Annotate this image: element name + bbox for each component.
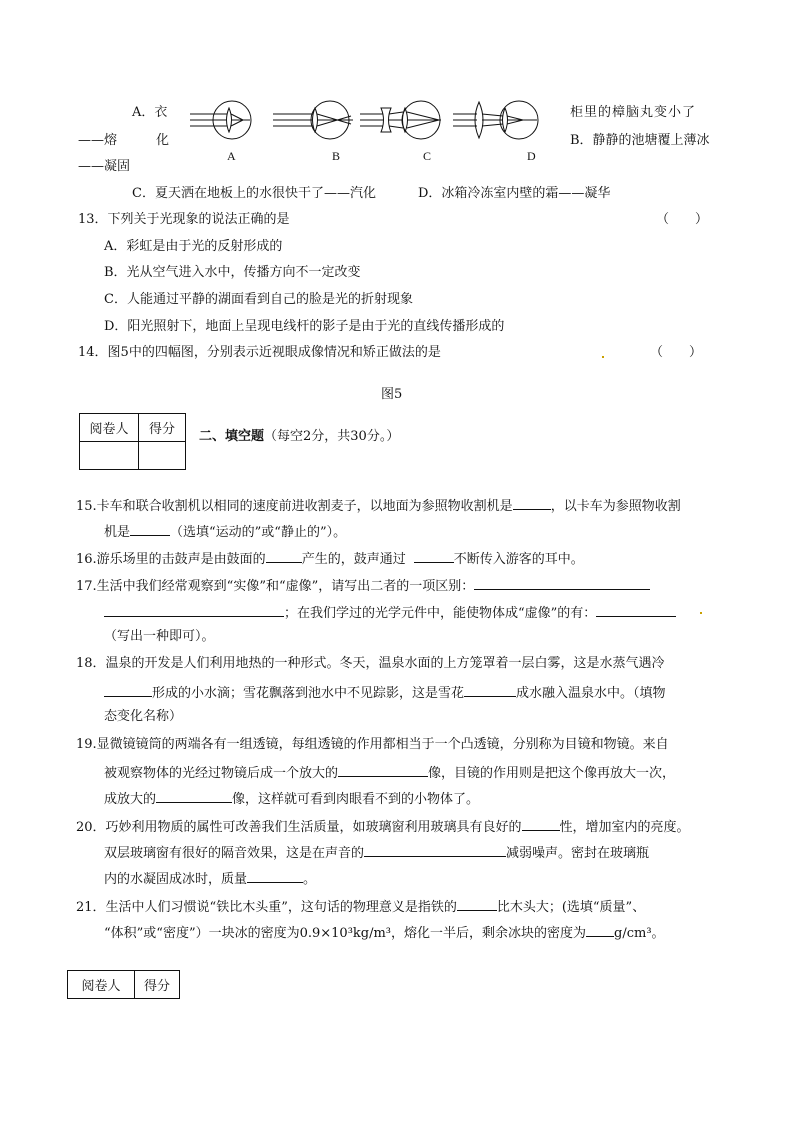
- q18-line-1: 18．温泉的开发是人们利用地热的一种形式。冬天，温泉水面的上方笼罩着一层白雾，这是水蒸气遇冷: [76, 656, 665, 671]
- q15-text-b: ，以卡车为参照物收割: [550, 499, 681, 514]
- q21-text-b: 比木头大；(选填“质量”、: [496, 900, 646, 915]
- score-cell[interactable]: [139, 442, 186, 470]
- q21-line-1: [76, 898, 645, 914]
- q15-text-a: 15.卡车和联合收割机以相同的速度前进收割麦子，以地面为参照物收割机是: [76, 499, 513, 514]
- q19-text-b: 像，目镜的作用则是把这个像再放大一次，: [428, 766, 676, 781]
- q19-text-d: 像，这样就可看到肉眼看不到的小物体了。: [232, 792, 480, 807]
- eye-diagram-figure: [185, 96, 565, 168]
- q15-text-c: 机是: [104, 525, 131, 540]
- eye-b-figure: [273, 101, 353, 139]
- q15-line-2: [104, 523, 346, 539]
- q12-option-a-continued: ——熔 化: [78, 133, 170, 148]
- q13-stem: 13．下列关于光现象的说法正确的是: [78, 212, 290, 227]
- q16-blank-1[interactable]: [266, 550, 302, 563]
- eye-label-b: B: [332, 149, 341, 163]
- q12-option-b: B．静静的池塘覆上薄冰: [570, 133, 710, 148]
- eye-label-d: D: [527, 149, 536, 163]
- reviewer-label-2: 阅卷人: [68, 971, 135, 999]
- q17-line-1: [76, 577, 650, 593]
- q18-text-a: 形成的小水滴；雪花飘落到池水中不见踪影，这是雪花: [152, 686, 465, 701]
- score-box-2: [67, 970, 180, 999]
- q17-text-b: ；在我们学过的光学元件中，能使物体成“虚像”的有：: [284, 606, 597, 621]
- stray-dot-2: [700, 612, 702, 614]
- q19-line-1: 19.显微镜镜筒的两端各有一组透镜，每组透镜的作用都相当于一个凸透镜，分别称为目镜和物镜。来自: [76, 737, 669, 752]
- q21-text-c: “体积”或“密度”）一块冰的密度为0.9×10³kg/m³，熔化一半后，剩余冰块的密度为: [104, 926, 587, 941]
- q16-text-b: 产生的，鼓声通过: [301, 552, 406, 567]
- q16-line: [76, 550, 584, 566]
- q12-option-d: D．冰箱冷冻室内壁的霜——凝华: [418, 186, 611, 201]
- eye-c-figure: [360, 101, 441, 139]
- q12-option-a-suffix: 柜里的樟脑丸变小了: [570, 105, 697, 120]
- q21-text-a: 21．生活中人们习惯说“铁比木头重”，这句话的物理意义是指铁的: [76, 900, 457, 915]
- eye-d-figure: [453, 101, 538, 139]
- q14-answer-paren: （ ）: [650, 345, 703, 360]
- figure-caption: 图5: [381, 387, 403, 402]
- score-label: 得分: [139, 414, 186, 442]
- q13-option-a: A．彩虹是由于光的反射形成的: [104, 239, 283, 254]
- q16-text-c: 不断传入游客的耳中。: [453, 552, 584, 567]
- q18-line-3: 态变化名称）: [104, 709, 183, 724]
- q12-option-c: C．夏天洒在地板上的水很快干了——汽化: [132, 186, 376, 201]
- q16-text-a: 16.游乐场里的击鼓声是由鼓面的: [76, 552, 266, 567]
- q12-option-a-prefix: A．衣: [132, 105, 168, 120]
- q15-line-1: [76, 497, 681, 513]
- q13-option-d: D．阳光照射下，地面上呈现电线杆的影子是由于光的直线传播形成的: [104, 319, 505, 334]
- reviewer-cell[interactable]: [80, 442, 139, 470]
- q17-line-2: [104, 604, 676, 620]
- q19-line-2: [104, 764, 675, 780]
- q20-blank-3[interactable]: [247, 870, 303, 883]
- q15-blank-1[interactable]: [513, 497, 551, 510]
- q17-text-c: （写出一种即可）。: [104, 629, 215, 644]
- q13-answer-paren: （ ）: [656, 212, 709, 227]
- score-box: [79, 413, 186, 470]
- q17-text-a: 17.生活中我们经常观察到“实像”和“虚像”，请写出二者的一项区别：: [76, 579, 475, 594]
- q19-text-c: 成放大的: [104, 792, 157, 807]
- section-note: （每空2分，共30分。）: [264, 429, 400, 444]
- q18-text-b: 成水融入温泉水中。（填物: [516, 686, 666, 701]
- q18-line-2: [104, 684, 666, 700]
- q21-blank-1[interactable]: [457, 898, 497, 911]
- q21-line-2: [104, 924, 665, 940]
- section-heading: [199, 430, 399, 443]
- q13-option-b: B．光从空气进入水中，传播方向不一定改变: [104, 265, 361, 280]
- q20-blank-2[interactable]: [364, 844, 506, 857]
- q19-text-a: 被观察物体的光经过物镜后成一个放大的: [104, 766, 339, 781]
- section-title: 二、填空题: [199, 429, 265, 444]
- q18-blank-2[interactable]: [464, 684, 516, 697]
- score-label-2: 得分: [135, 971, 180, 999]
- q20-text-e: 内的水凝固成冰时，质量: [104, 872, 248, 887]
- q17-blank-1-continued[interactable]: [104, 604, 284, 617]
- eye-a-figure: [190, 101, 251, 139]
- q17-blank-1[interactable]: [474, 577, 650, 590]
- q20-blank-1[interactable]: [522, 818, 560, 831]
- eye-label-a: A: [227, 149, 236, 163]
- q20-text-a: 20．巧妙利用物质的属性可改善我们生活质量，如玻璃窗利用玻璃具有良好的: [76, 820, 522, 835]
- q19-line-3: [104, 790, 479, 806]
- q20-text-b: 性，增加室内的亮度。: [559, 820, 690, 835]
- q19-blank-1[interactable]: [338, 764, 428, 777]
- q21-blank-2[interactable]: [586, 924, 614, 937]
- stray-dot: [602, 356, 604, 358]
- q14-stem: 14．图5中的四幅图，分别表示近视眼成像情况和矫正做法的是: [78, 345, 441, 360]
- q20-line-3: [104, 870, 316, 886]
- q21-text-d: g/cm³。: [614, 926, 665, 941]
- q15-text-d: （选填“运动的”或“静止的”）。: [170, 525, 347, 540]
- q17-blank-2[interactable]: [596, 604, 676, 617]
- eye-label-c: C: [423, 149, 432, 163]
- q20-text-c: 双层玻璃窗有很好的隔音效果，这是在声音的: [104, 846, 365, 861]
- q15-blank-2[interactable]: [130, 523, 170, 536]
- q20-text-d: 减弱噪声。密封在玻璃瓶: [506, 846, 650, 861]
- q20-text-f: 。: [303, 872, 317, 887]
- q20-line-2: [104, 844, 649, 860]
- q16-blank-2[interactable]: [414, 550, 454, 563]
- reviewer-label: 阅卷人: [80, 414, 139, 442]
- q12-option-b-continued: ——凝固: [78, 159, 131, 174]
- q19-blank-2[interactable]: [156, 790, 232, 803]
- q18-blank-1[interactable]: [104, 684, 152, 697]
- q20-line-1: [76, 818, 690, 834]
- q13-option-c: C．人能通过平静的湖面看到自己的脸是光的折射现象: [104, 292, 413, 307]
